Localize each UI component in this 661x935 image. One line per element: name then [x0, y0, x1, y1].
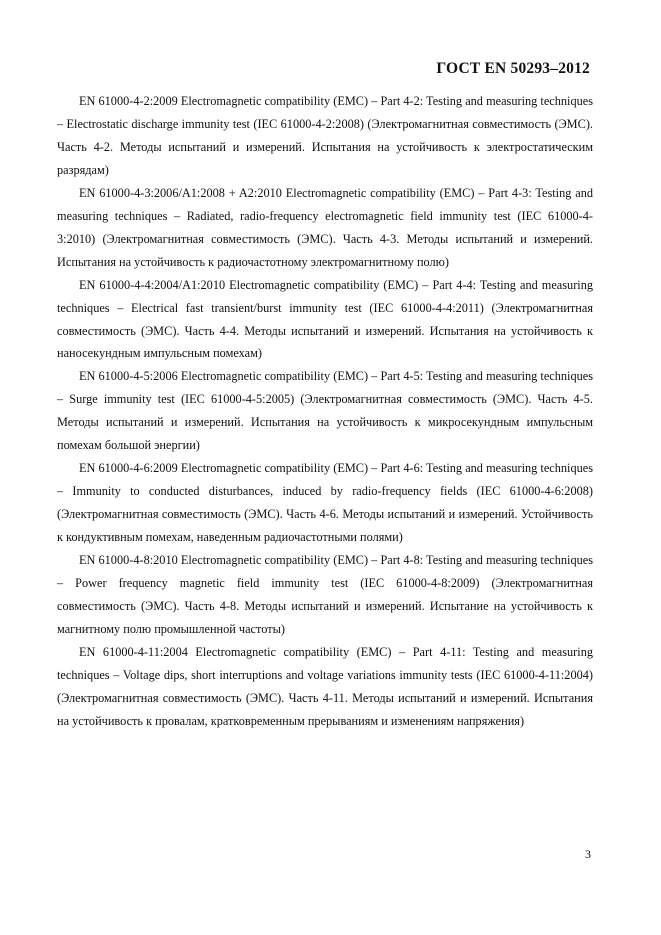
reference-item: EN 61000-4-11:2004 Electromagnetic compatibility (EMC) – Part 4-11: Testing and measuring techniques – Voltage dips, short interruptions and voltage variations immunity tests (IEC 61000-4-11:2004) (Электромагнитная совместимость (ЭМС). Часть 4-11. Методы испытаний и измерений. Испытания на устойчивость к провалам, кратковременным прерываниям и изменениям напряжения) — [57, 644, 593, 728]
standard-header: ГОСТ EN 50293–2012 — [436, 60, 590, 77]
reference-item: EN 61000-4-6:2009 Electromagnetic compatibility (EMC) – Part 4-6: Testing and measuring techniques – Immunity to conducted disturbances, induced by radio-frequency fields (IEC 61000-4-6:2008) (Электромагнитная совместимость (ЭМС). Часть 4-6. Методы испытаний и измерений. Устойчивость к кондуктивным помехам, наведенным радиочастотными полями) — [57, 461, 593, 545]
reference-item: EN 61000-4-4:2004/A1:2010 Electromagnetic compatibility (EMC) – Part 4-4: Testing and measuring techniques – Electrical fast transient/burst immunity test (IEC 61000-4-4:2011) (Электромагнитная совместимость (ЭМС). Часть 4-4. Методы испытаний и измерений. Испытания на устойчивость к наносекундным импульсным помехам) — [57, 277, 593, 361]
normative-references-list — [57, 90, 593, 733]
reference-item: EN 61000-4-8:2010 Electromagnetic compatibility (EMC) – Part 4-8: Testing and measuring techniques – Power frequency magnetic field immunity test (IEC 61000-4-8:2009) (Электромагнитная совместимость (ЭМС). Часть 4-8. Методы испытаний и измерений. Испытание на устойчивость к магнитному полю промышленной частоты) — [57, 553, 593, 636]
page-number: 3 — [585, 847, 591, 861]
reference-item: EN 61000-4-3:2006/A1:2008 + A2:2010 Electromagnetic compatibility (EMC) – Part 4-3: Testing and measuring techniques – Radiated, radio-frequency electromagnetic field immunity test (IEC 61000-4-3:2010) (Электромагнитная совместимость (ЭМС). Часть 4-3. Методы испытаний и измерений. Испытания на устойчивость к радиочастотному электромагнитному полю) — [57, 185, 593, 269]
reference-item: EN 61000-4-2:2009 Electromagnetic compatibility (EMC) – Part 4-2: Testing and measuring techniques – Electrostatic discharge immunity test (IEC 61000-4-2:2008) (Электромагнитная совместимость (ЭМС). Часть 4-2. Методы испытаний и измерений. Испытания на устойчивость к электростатическим разрядам) — [57, 94, 593, 177]
reference-item: EN 61000-4-5:2006 Electromagnetic compatibility (EMC) – Part 4-5: Testing and measuring techniques – Surge immunity test (IEC 61000-4-5:2005) (Электромагнитная совместимость (ЭМС). Часть 4-5. Методы испытаний и измерений. Испытания на устойчивость к микросекундным импульсным помехам большой энергии) — [57, 369, 593, 453]
